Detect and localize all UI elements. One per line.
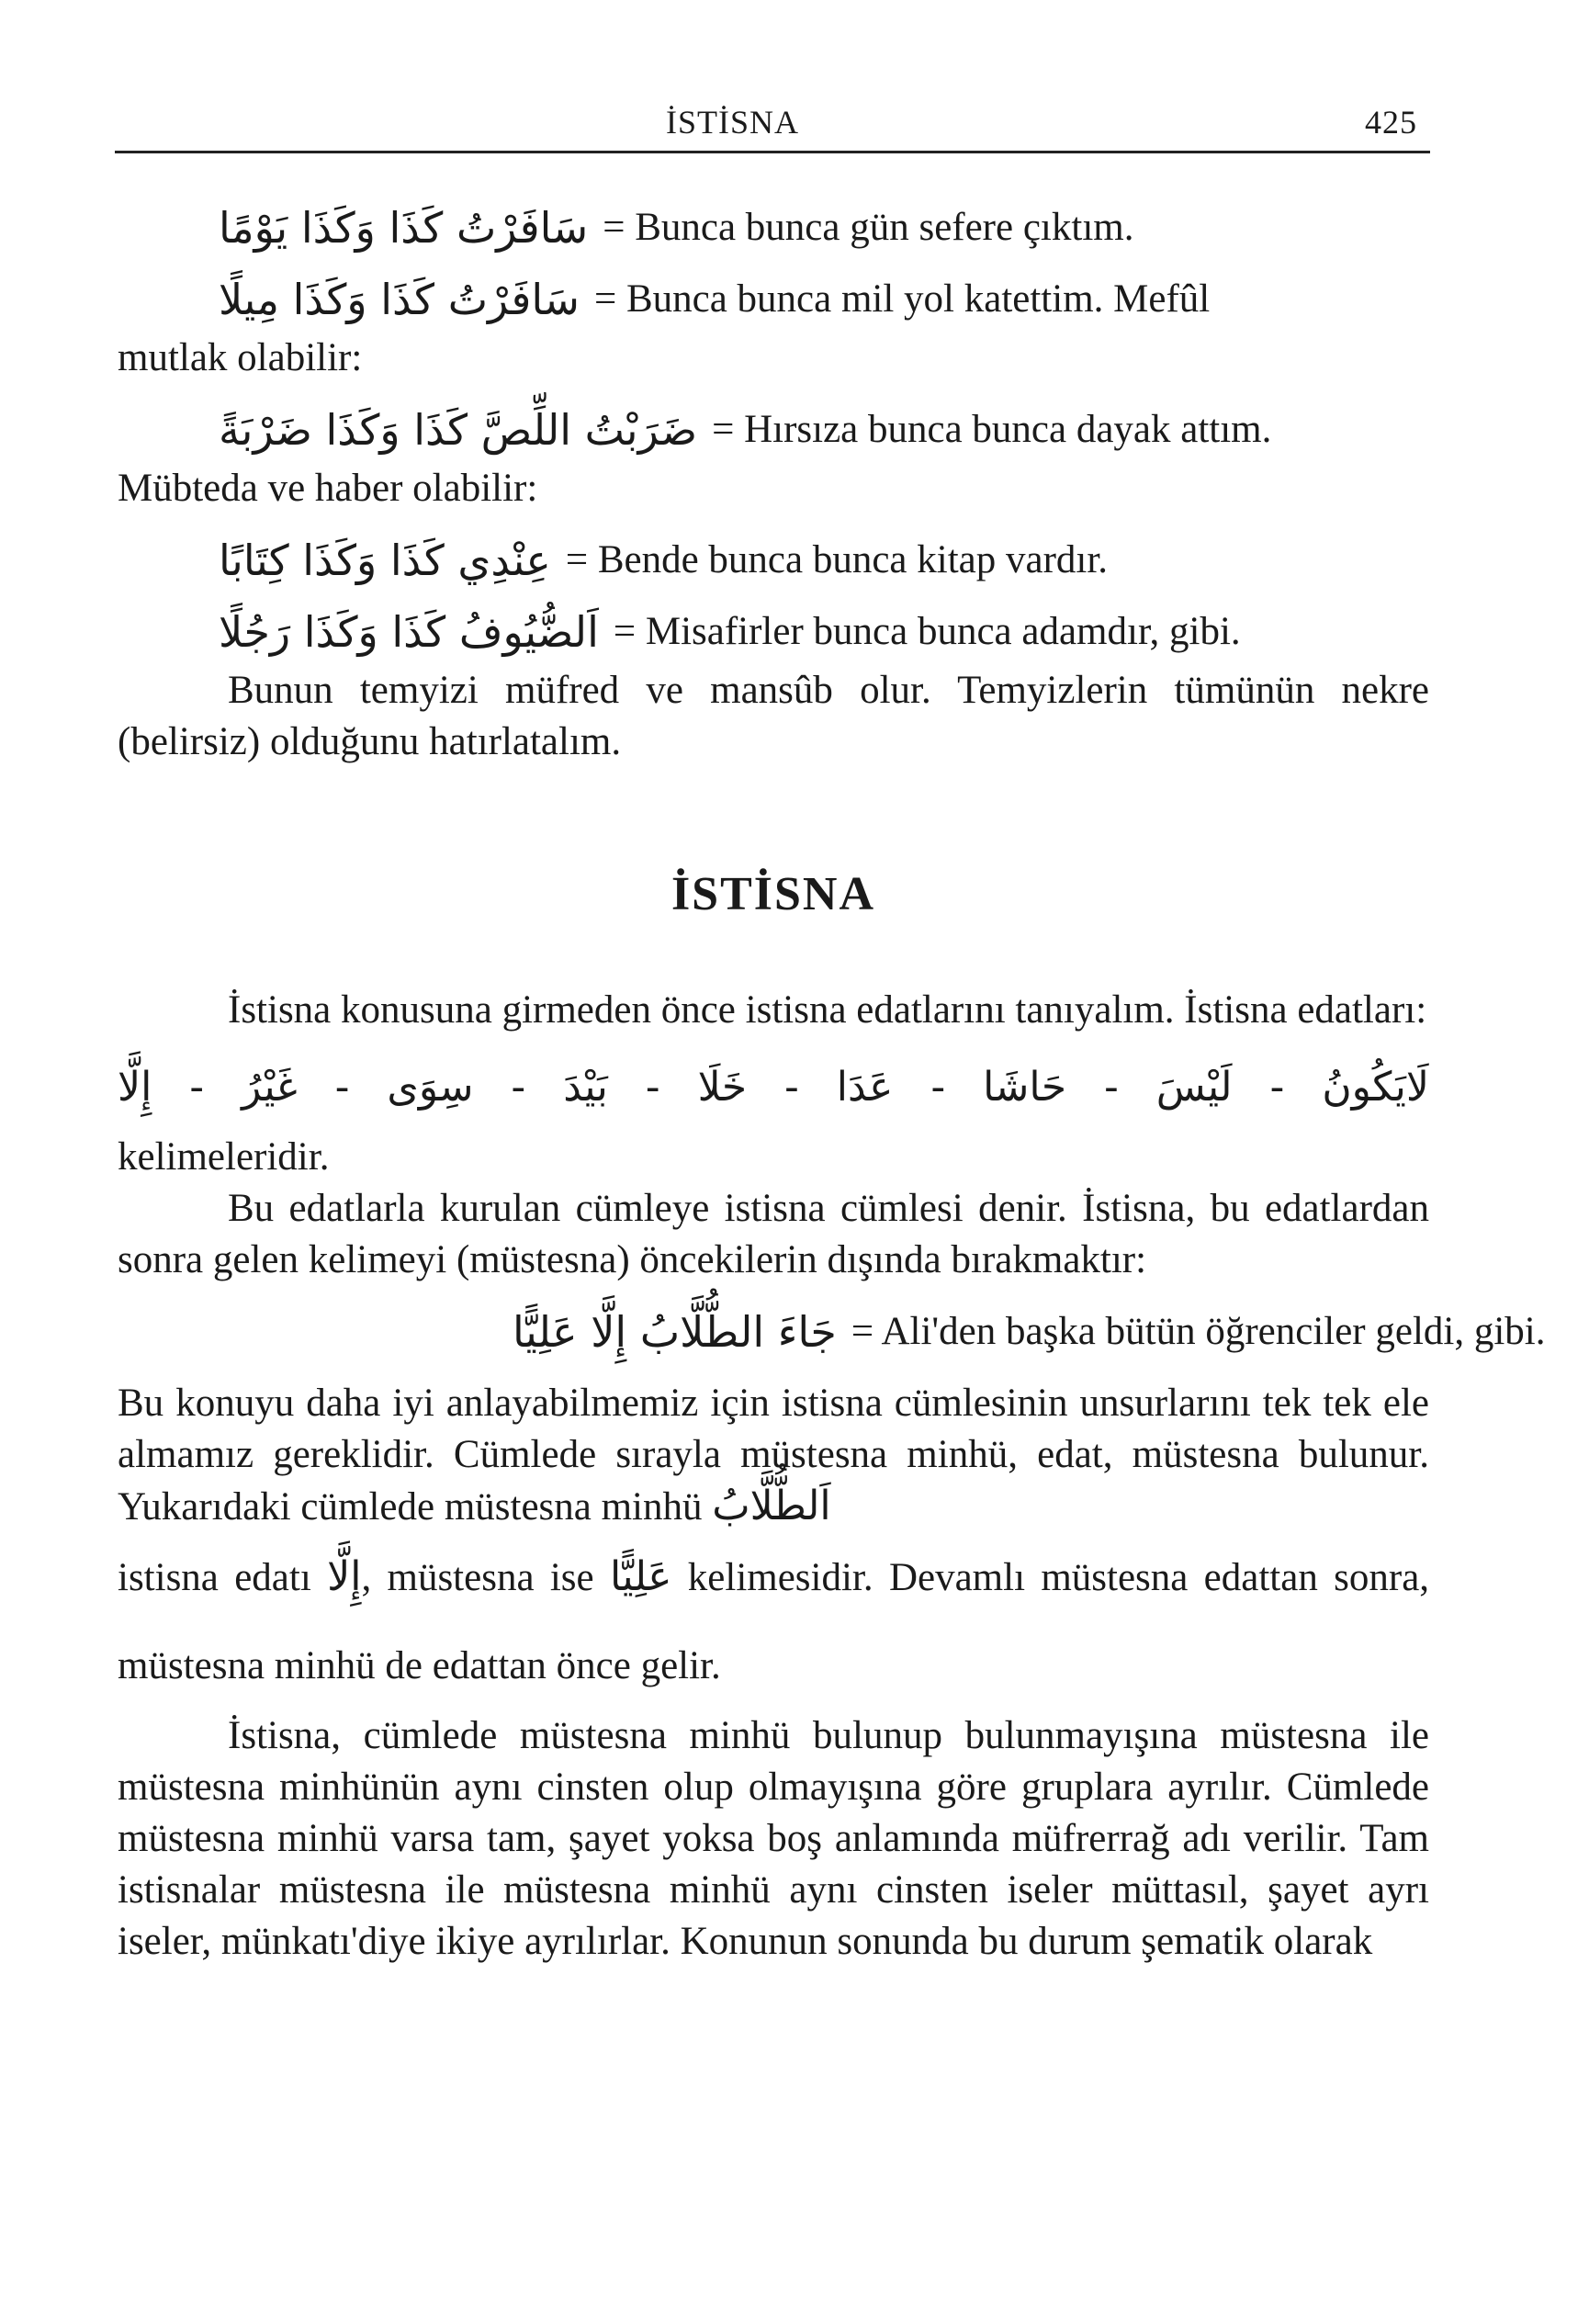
turkish-translation: = Bunca bunca mil yol katettim. Mefûl	[593, 277, 1211, 321]
paragraph-kelimeleridir: kelimeleridir.	[118, 1135, 330, 1179]
running-header	[115, 99, 1430, 153]
arabic-example: اَلضُّيُوفُ كَذَا وَكَذَا رَجُلًا	[219, 607, 599, 657]
arabic-example: جَاءَ الطُّلَّابُ إِلَّا عَلِيًّا	[513, 1307, 837, 1357]
section-heading: İSTİSNA	[671, 868, 876, 920]
turkish-translation: = Misafirler bunca bunca adamdır, gibi.	[613, 610, 1241, 653]
edat-list: لَايَكُونُ - لَيْسَ - حَاشَا - عَدَا - خَلَا - بَيْدَ - سِوَى - غَيْرُ - إِلَّا	[118, 1064, 1429, 1111]
example-line	[219, 202, 1429, 254]
turkish-translation: = Bunca bunca gün sefere çıktım.	[603, 206, 1134, 249]
paragraph-konu-continued	[118, 1533, 1429, 1710]
arabic-tullab: اَلطُّلَّابُ	[712, 1483, 831, 1529]
paragraph-konu-text-1: Bu konuyu daha iyi anlayabilmemiz için istisna cümlesinin unsurlarını tek tek ele almamız gereklidir. Cümlede sırayla müstesna minhü, edat, müstesna bulunur. Yukarıdaki cümlede müstesna minhü	[118, 1382, 1429, 1529]
arabic-example: ضَرَبْتُ اللِّصَّ كَذَا وَكَذَا ضَرْبَةً	[219, 405, 698, 455]
example-line	[219, 404, 1429, 456]
example-line	[219, 535, 1429, 586]
paragraph-intro: İstisna konusuna girmeden önce istisna edatlarını tanıyalım. İstisna edatları:	[228, 988, 1427, 1032]
paragraph-temyiz: Bunun temyizi müfred ve mansûb olur. Temyizlerin tümünün nekre (belirsiz) olduğunu hatırlatalım.	[118, 669, 1429, 763]
arabic-example: سَافَرْتُ كَذَا وَكَذَا يَوْمًا	[219, 203, 589, 253]
arabic-example: سَافَرْتُ كَذَا وَكَذَا مِيلًا	[219, 275, 580, 324]
paragraph-konu-text-2a: istisna edatı	[118, 1556, 311, 1599]
arabic-illa: إِلَّا	[327, 1553, 362, 1600]
page-body	[118, 202, 1546, 1968]
example-line	[219, 606, 1429, 658]
page-number: 425	[1365, 104, 1417, 141]
example-line	[513, 1306, 1546, 1358]
turkish-translation: = Ali'den başka bütün öğrenciler geldi, gibi.	[851, 1310, 1546, 1353]
example-line	[219, 274, 1429, 325]
paragraph-konu	[118, 1378, 1429, 1533]
arabic-example: عِنْدِي كَذَا وَكَذَا كِتَابًا	[219, 536, 551, 585]
paragraph-final: İstisna, cümlede müstesna minhü bulunup bulunmayışına müstesna ile müstesna minhünün aynı cinsten olup olmayışına göre gruplara ayrılır. Cümlede müstesna minhü varsa tam, şayet yoksa boş anlamında müfrerrağ adı verilir. Tam istisnalar müstesna ile müstesna minhü aynı cinsten iseler müttasıl, şayet ayrı iseler, münkatı'diye ikiye ayrılırlar. Konunun sonunda bu durum şematik olarak	[118, 1714, 1429, 1963]
paragraph-mutlak: mutlak olabilir:	[118, 336, 363, 379]
turkish-translation: = Bende bunca bunca kitap vardır.	[565, 538, 1109, 581]
paragraph-konu-text-2c: kelimesidir. Devamlı müstesna edattan sonra, müstesna minhü de edattan önce gelir.	[118, 1556, 1430, 1687]
paragraph-mubteda: Mübteda ve haber olabilir:	[118, 467, 538, 510]
paragraph-edatlarla: Bu edatlarla kurulan cümleye istisna cümlesi denir. İstisna, bu edatlardan sonra gelen kelimeyi (müstesna) öncekilerin dışında bırakmaktır:	[118, 1187, 1429, 1281]
turkish-translation: = Hırsıza bunca bunca dayak attım.	[712, 408, 1272, 451]
paragraph-konu-text-2b: , müstesna ise	[361, 1556, 594, 1599]
arabic-aliyyan: عَلِيًّا	[609, 1553, 672, 1600]
header-title: İSTİSNA	[666, 104, 800, 141]
